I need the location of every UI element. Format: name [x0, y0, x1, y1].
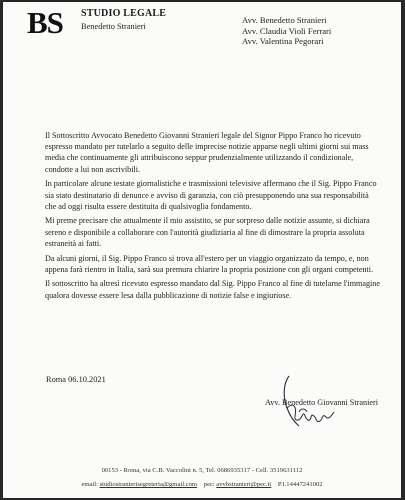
paragraph: Il Sottoscritto Avvocato Benedetto Giovanni Stranieri legale del Signor Pippo Franco ho ricevuto espresso mandato per tutelarlo a seguito delle imprecise notizie apparse negli ultimi giorni sui mass media che continuamente gli attribuiscono seppur prudenzialmente utilizzando il condizionale, condotte a lui non ascrivibili.	[45, 131, 369, 174]
lawyers-list	[242, 15, 331, 47]
lawyer-name: Avv. Benedetto Stranieri	[242, 15, 327, 25]
studio-label: STUDIO LEGALE	[81, 8, 167, 19]
pec-link[interactable]: avvbstranieri@pec.it	[216, 481, 272, 488]
logo-mark: BS	[27, 5, 63, 40]
paragraph: Il sottoscritto ha altresì ricevuto espresso mandato dal Sig. Pippo Franco al fine di tutelarne l'immagine qualora dovesse essere lesa dalla pubblicazione di notizie false e ingiuriose.	[45, 279, 380, 300]
place-date: Roma 06.10.2021	[46, 375, 106, 384]
paragraph: Da alcuni giorni, il Sig. Pippo Franco si trova all'estero per un viaggio organizzato da tempo, e, non appena farà rientro in Italia, sarà sua premura chiarire la propria posizione con gli organi competenti.	[45, 253, 374, 274]
email-link[interactable]: studiostranierisegreteria@gmail.com	[99, 481, 198, 488]
lawyer-name: Avv. Claudia Violi Ferrari	[242, 25, 332, 36]
email-label: email:	[81, 481, 98, 488]
footer-contacts	[3, 481, 401, 488]
studio-name: Benedetto Stranieri	[81, 22, 146, 31]
paragraph: In particolare alcune testate giornalistiche e trasmissioni televisive affermano che il Sig. Pippo Franco sia stato destinatario di denunce e avviso di garanzia, con ciò presupponendo una sua responsabilità che ad oggi risulta essere destituita di qualsivoglia fondamento.	[45, 179, 377, 211]
paragraph: Mi preme precisare che attualmente il mio assistito, se pur sorpreso dalle notizie assunte, si dichiara sereno e disponibile a collaborare con l'autorità giudiziaria al fine di dimostrare la propria assoluta estraneità ai fatti.	[45, 216, 370, 248]
vat-number: P.I.14447241002	[277, 481, 323, 488]
footer-address: 00153 - Roma, via C.B. Vaccolini n. 5, Tel. 0686935317 - Cell. 3519631112	[101, 467, 303, 474]
pec-label: pec:	[203, 481, 215, 488]
letter-body	[45, 130, 381, 304]
document-page	[3, 2, 401, 498]
signature-label: Avv. Benedetto Giovanni Stranieri	[265, 398, 379, 407]
lawyer-name: Avv. Valentina Pegorari	[242, 36, 324, 47]
